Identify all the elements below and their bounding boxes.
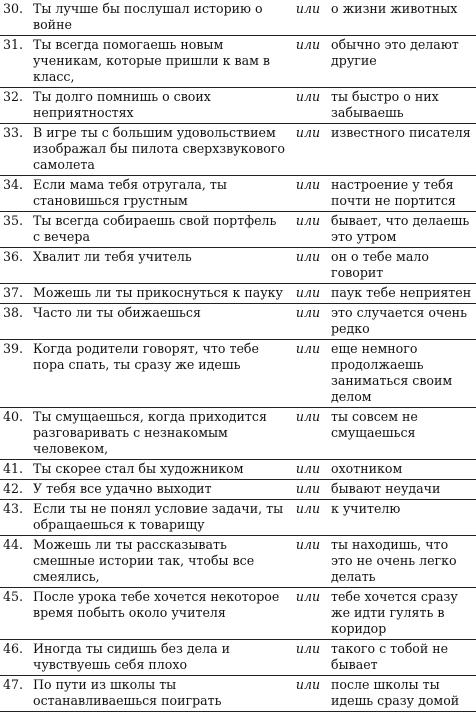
question-row: [0, 124, 476, 176]
question-option-b: такого с тобой не бывает: [331, 641, 449, 672]
question-row: [0, 304, 476, 340]
separator-word: или: [295, 249, 321, 264]
question-option-a: Если ты не понял условие задачи, ты обращаешься к товарищу: [33, 501, 284, 532]
separator-word: или: [295, 409, 321, 424]
question-option-a: Ты всегда собираешь свой портфель с вечера: [33, 213, 277, 244]
question-option-a: Иногда ты сидишь без дела и чувствуешь себя плохо: [33, 641, 230, 672]
separator-word: или: [295, 677, 321, 692]
question-number: 40.: [3, 409, 24, 424]
question-number: 44.: [3, 537, 24, 552]
question-number: 30.: [3, 1, 24, 16]
question-number: 37.: [3, 285, 24, 300]
question-row: [0, 640, 476, 676]
question-option-b: обычно это делают другие: [331, 37, 459, 68]
question-row: [0, 248, 476, 284]
question-option-b: после школы ты идешь сразу домой: [331, 677, 460, 708]
question-number: 46.: [3, 641, 24, 656]
question-option-a: Когда родители говорят, что тебе пора спать, ты сразу же идешь: [33, 341, 259, 372]
question-number: 31.: [3, 37, 24, 52]
separator-word: или: [295, 501, 321, 516]
question-number: 34.: [3, 177, 24, 192]
separator-word: или: [295, 177, 321, 192]
question-option-a: Можешь ли ты рассказывать смешные истории так, чтобы все смеялись,: [33, 537, 255, 584]
question-option-a: Ты скорее стал бы художником: [33, 461, 244, 476]
question-option-a: У тебя все удачно выходит: [33, 481, 212, 496]
question-option-b: паук тебе неприятен: [331, 285, 472, 300]
question-option-a: Хвалит ли тебя учитель: [33, 249, 192, 264]
question-row: [0, 536, 476, 588]
separator-word: или: [295, 641, 321, 656]
question-option-a: Ты всегда помогаешь новым ученикам, которые пришли к вам в класс,: [33, 37, 271, 84]
separator-word: или: [295, 537, 321, 552]
question-option-b: тебе хочется сразу же идти гулять в коридор: [331, 589, 458, 636]
separator-word: или: [295, 461, 321, 476]
separator-word: или: [295, 341, 321, 356]
separator-word: или: [295, 125, 321, 140]
question-option-a: По пути из школы ты останавливаешься поиграть: [33, 677, 222, 708]
question-row: [0, 408, 476, 460]
separator-word: или: [295, 305, 321, 320]
question-row: [0, 500, 476, 536]
question-row: [0, 460, 476, 480]
question-option-b: он о тебе мало говорит: [331, 249, 429, 280]
question-row: [0, 212, 476, 248]
question-number: 47.: [3, 677, 24, 692]
separator-word: или: [295, 285, 321, 300]
question-number: 42.: [3, 481, 24, 496]
question-row: [0, 676, 476, 712]
question-option-b: бывают неудачи: [331, 481, 441, 496]
question-option-b: ты совсем не смущаешься: [331, 409, 418, 440]
question-option-b: ты находишь, что это не очень легко делать: [331, 537, 457, 584]
question-option-a: После урока тебе хочется некоторое время побыть около учителя: [33, 589, 280, 620]
question-row: [0, 88, 476, 124]
separator-word: или: [295, 481, 321, 496]
separator-word: или: [295, 1, 321, 16]
question-number: 32.: [3, 89, 24, 104]
question-row: [0, 284, 476, 304]
question-number: 43.: [3, 501, 24, 516]
question-option-b: о жизни животных: [331, 1, 458, 16]
question-option-b: ты быстро о них забываешь: [331, 89, 439, 120]
question-row: [0, 0, 476, 36]
question-number: 38.: [3, 305, 24, 320]
question-option-a: В игре ты с большим удовольствием изображал бы пилота сверхзвукового самолета: [33, 125, 285, 172]
separator-word: или: [295, 213, 321, 228]
question-option-a: Если мама тебя отругала, ты становишься грустным: [33, 177, 227, 208]
question-number: 41.: [3, 461, 24, 476]
question-option-b: это случается очень редко: [331, 305, 467, 336]
question-option-b: еще немного продолжаешь заниматься своим делом: [331, 341, 453, 404]
question-option-a: Можешь ли ты прикоснуться к пауку: [33, 285, 283, 300]
question-number: 36.: [3, 249, 24, 264]
question-number: 45.: [3, 589, 24, 604]
question-row: [0, 588, 476, 640]
question-option-a: Ты долго помнишь о своих неприятностях: [33, 89, 211, 120]
question-option-a: Ты лучше бы послушал историю о войне: [33, 1, 263, 32]
question-row: [0, 480, 476, 500]
question-option-a: Ты смущаешься, когда приходится разговаривать с незнакомым человеком,: [33, 409, 267, 456]
question-number: 33.: [3, 125, 24, 140]
question-option-b: охотником: [331, 461, 403, 476]
question-row: [0, 176, 476, 212]
separator-word: или: [295, 89, 321, 104]
question-option-b: известного писателя: [331, 125, 471, 140]
question-option-a: Часто ли ты обижаешься: [33, 305, 201, 320]
separator-word: или: [295, 589, 321, 604]
question-row: [0, 36, 476, 88]
question-number: 39.: [3, 341, 24, 356]
question-number: 35.: [3, 213, 24, 228]
question-option-b: настроение у тебя почти не портится: [331, 177, 456, 208]
question-option-b: бывает, что делаешь это утром: [331, 213, 470, 244]
question-option-b: к учителю: [331, 501, 401, 516]
question-row: [0, 340, 476, 408]
separator-word: или: [295, 37, 321, 52]
